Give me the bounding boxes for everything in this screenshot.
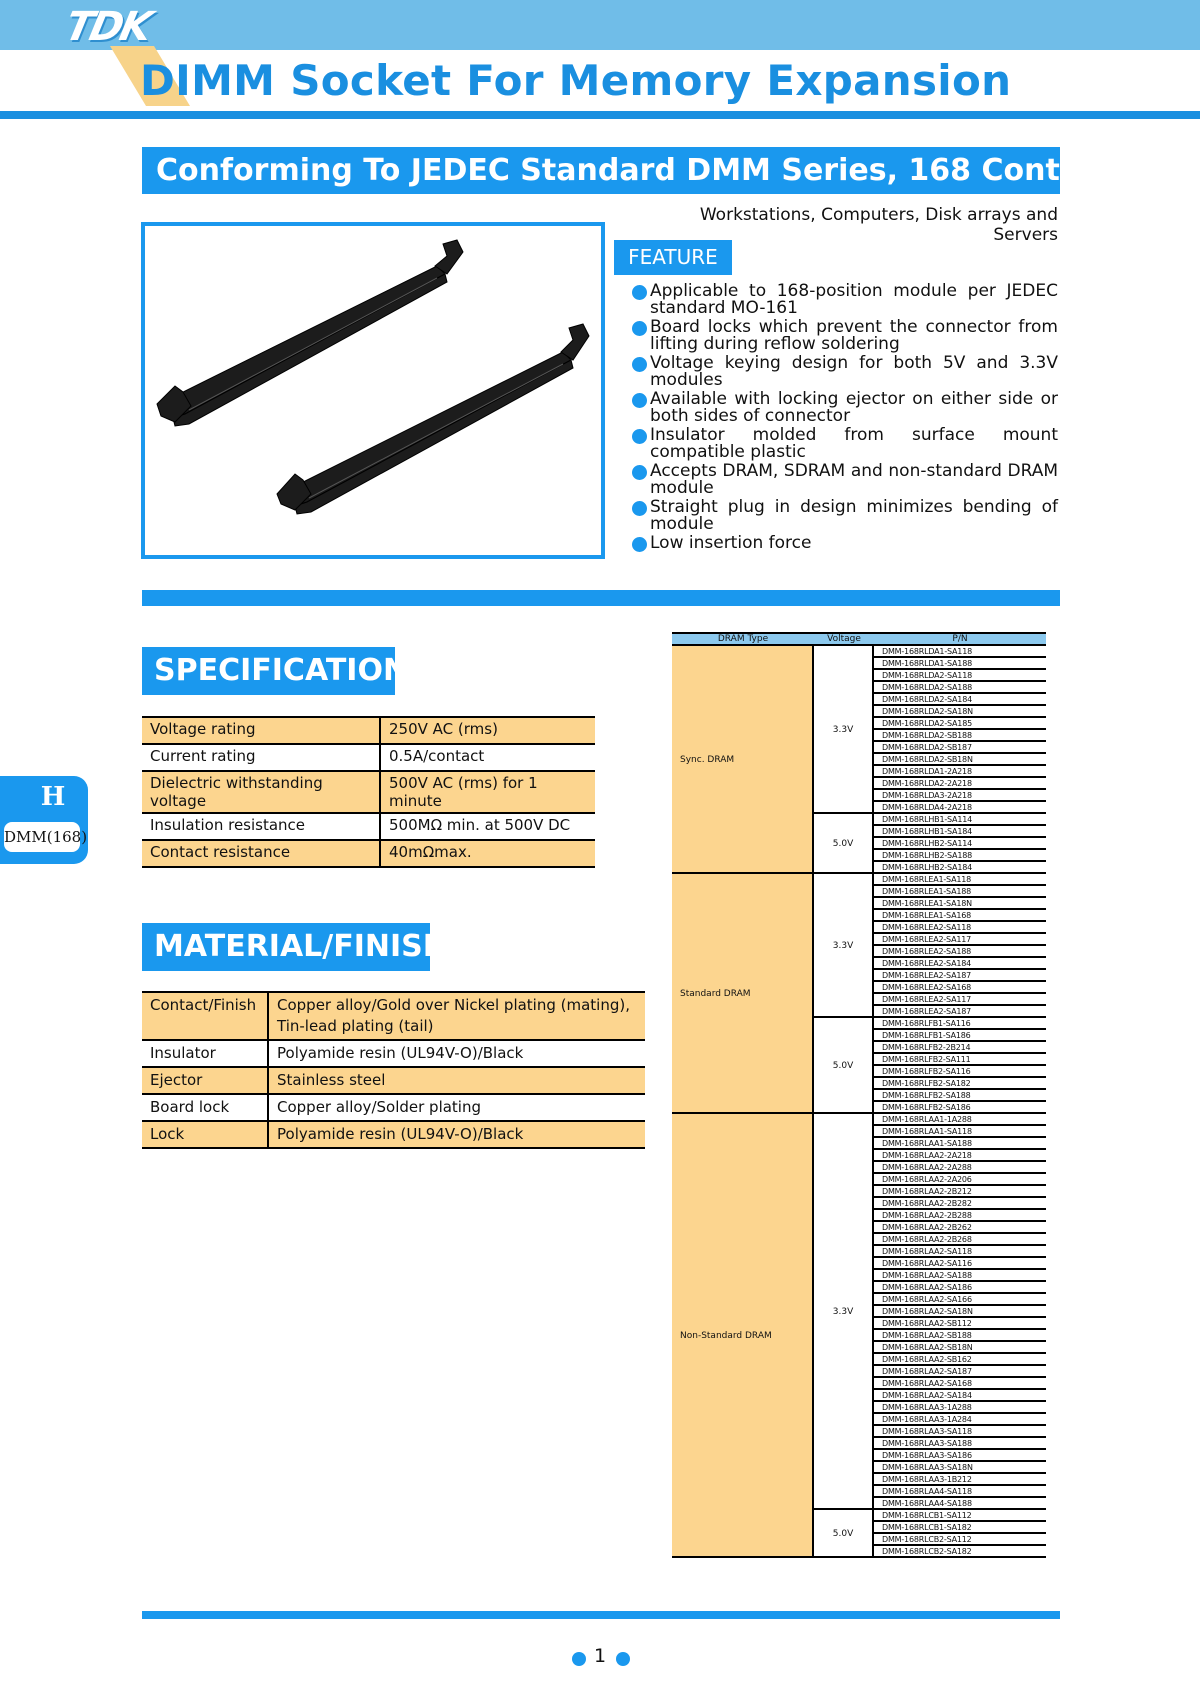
dram-type-group xyxy=(672,646,1046,874)
footer-divider xyxy=(142,1611,1060,1619)
part-number-row: DMM-168RLHB2-SA114 xyxy=(874,838,1046,850)
part-number-row: DMM-168RLDA2-SA18N xyxy=(874,706,1046,718)
top-banner xyxy=(0,0,1200,50)
part-number-list xyxy=(874,1018,1046,1114)
part-number-row: DMM-168RLDA1-SA118 xyxy=(874,646,1046,658)
dram-type-cell xyxy=(672,874,814,1114)
voltage-label: 3.3V xyxy=(832,941,854,951)
part-number-row: DMM-168RLAA2-2A218 xyxy=(874,1150,1046,1162)
part-number-row: DMM-168RLAA2-SB162 xyxy=(874,1354,1046,1366)
part-number-row: DMM-168RLFB2-SA116 xyxy=(874,1066,1046,1078)
applications-text: Workstations, Computers, Disk arrays and Servers xyxy=(699,205,1058,245)
side-tab-code: DMM(168) xyxy=(4,822,80,852)
part-number-row: DMM-168RLDA2-SA118 xyxy=(874,670,1046,682)
part-number-row: DMM-168RLDA2-SB187 xyxy=(874,742,1046,754)
page-dot-right xyxy=(616,1652,630,1666)
part-number-list xyxy=(874,1114,1046,1510)
feature-item: Accepts DRAM, SDRAM and non-standard DRAM module xyxy=(632,463,1058,497)
part-number-row: DMM-168RLFB2-SA186 xyxy=(874,1102,1046,1114)
part-number-row: DMM-168RLAA2-SA168 xyxy=(874,1378,1046,1390)
table-row: Contact/Finish Copper alloy/Gold over Nickel plating (mating), Tin-lead plating (tail) xyxy=(142,992,645,1040)
group-separator xyxy=(672,1556,1046,1558)
company-logo: TDK xyxy=(61,4,154,50)
part-number-row: DMM-168RLAA3-SA118 xyxy=(874,1426,1046,1438)
part-number-row: DMM-168RLAA1-SA118 xyxy=(874,1126,1046,1138)
table-row: Lock Polyamide resin (UL94V-O)/Black xyxy=(142,1121,645,1148)
material-table xyxy=(142,991,645,1149)
dram-type-label: Standard DRAM xyxy=(680,989,751,999)
part-number-row: DMM-168RLEA1-SA118 xyxy=(874,874,1046,886)
part-number-row: DMM-168RLFB2-SA182 xyxy=(874,1078,1046,1090)
part-number-list xyxy=(874,874,1046,1018)
part-number-row: DMM-168RLAA2-SB18N xyxy=(874,1342,1046,1354)
part-number-list xyxy=(874,646,1046,814)
voltage-label: 5.0V xyxy=(832,839,854,849)
table-row: Insulator Polyamide resin (UL94V-O)/Black xyxy=(142,1040,645,1067)
voltage-cell xyxy=(814,1018,874,1114)
part-number-row: DMM-168RLDA2-SA184 xyxy=(874,694,1046,706)
part-number-row: DMM-168RLDA2-SA188 xyxy=(874,682,1046,694)
part-number-row: DMM-168RLAA2-SA184 xyxy=(874,1390,1046,1402)
bullet-icon xyxy=(632,501,647,516)
part-number-row: DMM-168RLAA2-SA187 xyxy=(874,1366,1046,1378)
part-number-row: DMM-168RLDA3-2A218 xyxy=(874,790,1046,802)
part-number-row: DMM-168RLFB2-SA188 xyxy=(874,1090,1046,1102)
part-number-row: DMM-168RLAA3-1A288 xyxy=(874,1402,1046,1414)
dram-type-label: Non-Standard DRAM xyxy=(680,1331,772,1341)
specification-heading: SPECIFICATION xyxy=(142,647,395,695)
bullet-icon xyxy=(632,393,647,408)
part-number-row: DMM-168RLEA2-SA118 xyxy=(874,922,1046,934)
feature-item: Available with locking ejector on either side or both sides of connector xyxy=(632,391,1058,425)
part-number-row: DMM-168RLAA1-1A288 xyxy=(874,1114,1046,1126)
feature-item: Low insertion force xyxy=(632,535,1058,552)
part-table-header xyxy=(672,632,1046,646)
voltage-label: 5.0V xyxy=(832,1529,854,1539)
voltage-label: 5.0V xyxy=(832,1061,854,1071)
part-number-row: DMM-168RLHB1-SA184 xyxy=(874,826,1046,838)
part-number-row: DMM-168RLEA2-SA187 xyxy=(874,1006,1046,1018)
part-number-row: DMM-168RLDA1-2A218 xyxy=(874,766,1046,778)
part-number-row: DMM-168RLAA2-2B212 xyxy=(874,1186,1046,1198)
part-number-row: DMM-168RLAA3-SA188 xyxy=(874,1438,1046,1450)
voltage-cell xyxy=(814,1510,874,1558)
side-tab-letter: H xyxy=(40,782,66,812)
part-number-row: DMM-168RLEA1-SA188 xyxy=(874,886,1046,898)
table-row: Current rating 0.5A/contact xyxy=(142,744,595,771)
part-number-row: DMM-168RLAA3-SA186 xyxy=(874,1450,1046,1462)
part-number-row: DMM-168RLEA1-SA168 xyxy=(874,910,1046,922)
table-row: Dielectric withstanding voltage 500V AC (rms) for 1 minute xyxy=(142,771,595,813)
part-number-row: DMM-168RLAA3-1B212 xyxy=(874,1474,1046,1486)
voltage-label: 3.3V xyxy=(832,1307,854,1317)
part-number-row: DMM-168RLAA2-SA118 xyxy=(874,1246,1046,1258)
part-number-row: DMM-168RLAA2-2B282 xyxy=(874,1198,1046,1210)
part-number-row: DMM-168RLEA2-SA168 xyxy=(874,982,1046,994)
header-pn: P/N xyxy=(952,634,968,644)
part-number-row: DMM-168RLCB2-SA112 xyxy=(874,1534,1046,1546)
part-number-row: DMM-168RLHB2-SA184 xyxy=(874,862,1046,874)
dram-type-group xyxy=(672,874,1046,1114)
feature-heading: FEATURE xyxy=(614,240,732,275)
voltage-cell xyxy=(814,814,874,874)
part-number-row: DMM-168RLDA4-2A218 xyxy=(874,802,1046,814)
part-number-row: DMM-168RLAA2-2A206 xyxy=(874,1174,1046,1186)
part-number-row: DMM-168RLAA2-SA186 xyxy=(874,1282,1046,1294)
part-number-row: DMM-168RLAA2-SA18N xyxy=(874,1306,1046,1318)
bullet-icon xyxy=(632,429,647,444)
part-number-row: DMM-168RLEA2-SA187 xyxy=(874,970,1046,982)
bullet-icon xyxy=(632,537,647,552)
part-number-row: DMM-168RLAA2-SB188 xyxy=(874,1330,1046,1342)
section-divider xyxy=(142,590,1060,606)
header-voltage: Voltage xyxy=(827,634,861,644)
table-row: Ejector Stainless steel xyxy=(142,1067,645,1094)
part-number-row: DMM-168RLEA2-SA184 xyxy=(874,958,1046,970)
dram-type-label: Sync. DRAM xyxy=(680,755,735,765)
part-number-row: DMM-168RLAA2-2B288 xyxy=(874,1210,1046,1222)
part-number-row: DMM-168RLAA2-2B268 xyxy=(874,1234,1046,1246)
part-number-row: DMM-168RLDA2-SA185 xyxy=(874,718,1046,730)
part-number-row: DMM-168RLEA2-SA188 xyxy=(874,946,1046,958)
product-image xyxy=(141,222,605,559)
series-subtitle: Conforming To JEDEC Standard DMM Series, 168 Contacts xyxy=(142,147,1060,194)
bullet-icon xyxy=(632,285,647,300)
part-number-row: DMM-168RLAA1-SA188 xyxy=(874,1138,1046,1150)
part-number-row: DMM-168RLAA2-SA116 xyxy=(874,1258,1046,1270)
dram-type-cell xyxy=(672,1114,814,1558)
feature-item: Applicable to 168-position module per JEDEC standard MO-161 xyxy=(632,283,1058,317)
part-number-row: DMM-168RLDA1-SA188 xyxy=(874,658,1046,670)
feature-item: Board locks which prevent the connector from lifting during reflow soldering xyxy=(632,319,1058,353)
dram-type-cell xyxy=(672,646,814,874)
voltage-label: 3.3V xyxy=(832,725,854,735)
part-number-row: DMM-168RLCB1-SA182 xyxy=(874,1522,1046,1534)
part-number-row: DMM-168RLEA2-SA117 xyxy=(874,934,1046,946)
table-row: Voltage rating 250V AC (rms) xyxy=(142,717,595,744)
specification-table xyxy=(142,716,595,868)
part-number-row: DMM-168RLHB2-SA188 xyxy=(874,850,1046,862)
part-number-row: DMM-168RLAA3-1A284 xyxy=(874,1414,1046,1426)
part-number-row: DMM-168RLFB1-SA116 xyxy=(874,1018,1046,1030)
voltage-cell xyxy=(814,874,874,1018)
part-number-row: DMM-168RLFB1-SA186 xyxy=(874,1030,1046,1042)
part-number-row: DMM-168RLFB2-2B214 xyxy=(874,1042,1046,1054)
title-divider xyxy=(0,111,1200,119)
part-number-row: DMM-168RLAA4-SA188 xyxy=(874,1498,1046,1510)
part-number-row: DMM-168RLEA1-SA18N xyxy=(874,898,1046,910)
bullet-icon xyxy=(632,357,647,372)
material-heading: MATERIAL/FINISH xyxy=(142,923,430,971)
part-number-row: DMM-168RLAA2-2B262 xyxy=(874,1222,1046,1234)
part-number-row: DMM-168RLDA2-SB188 xyxy=(874,730,1046,742)
part-number-row: DMM-168RLEA2-SA117 xyxy=(874,994,1046,1006)
part-number-row: DMM-168RLAA4-SA118 xyxy=(874,1486,1046,1498)
part-number-row: DMM-168RLAA2-SB112 xyxy=(874,1318,1046,1330)
part-number-row: DMM-168RLCB1-SA112 xyxy=(874,1510,1046,1522)
bullet-icon xyxy=(632,465,647,480)
feature-list xyxy=(632,283,1058,554)
part-number-row: DMM-168RLDA2-2A218 xyxy=(874,778,1046,790)
part-number-row: DMM-168RLAA2-SA188 xyxy=(874,1270,1046,1282)
page-title: DIMM Socket For Memory Expansion xyxy=(140,56,1012,105)
part-number-row: DMM-168RLAA3-SA18N xyxy=(874,1462,1046,1474)
part-number-row: DMM-168RLHB1-SA114 xyxy=(874,814,1046,826)
part-number-row: DMM-168RLFB2-SA111 xyxy=(874,1054,1046,1066)
page-number: 1 xyxy=(593,1645,607,1667)
dimm-socket-illustration xyxy=(145,226,601,555)
header-dram-type: DRAM Type xyxy=(717,634,769,644)
table-row: Contact resistance 40mΩmax. xyxy=(142,840,595,867)
part-number-row: DMM-168RLAA2-SA166 xyxy=(874,1294,1046,1306)
part-number-list xyxy=(874,814,1046,874)
table-row: Insulation resistance 500MΩ min. at 500V DC xyxy=(142,813,595,840)
part-number-table xyxy=(672,632,1046,1560)
voltage-cell xyxy=(814,1114,874,1510)
feature-item: Voltage keying design for both 5V and 3.3V modules xyxy=(632,355,1058,389)
part-number-row: DMM-168RLAA2-2A288 xyxy=(874,1162,1046,1174)
part-number-list xyxy=(874,1510,1046,1558)
feature-item: Insulator molded from surface mount compatible plastic xyxy=(632,427,1058,461)
voltage-cell xyxy=(814,646,874,814)
table-row: Board lock Copper alloy/Solder plating xyxy=(142,1094,645,1121)
part-number-row: DMM-168RLDA2-SB18N xyxy=(874,754,1046,766)
dram-type-group xyxy=(672,1114,1046,1558)
part-number-row: DMM-168RLCB2-SA182 xyxy=(874,1546,1046,1558)
feature-item: Straight plug in design minimizes bending of module xyxy=(632,499,1058,533)
bullet-icon xyxy=(632,321,647,336)
